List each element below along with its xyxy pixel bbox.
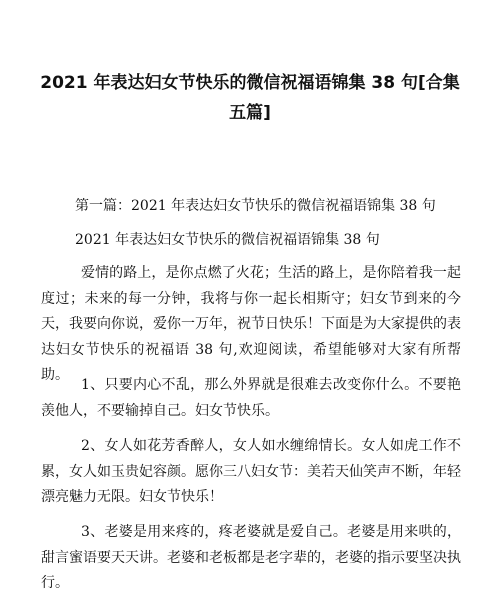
paragraph-item-3: 3、老婆是用来疼的，疼老婆就是爱自己。老婆是用来哄的，甜言蜜语要天天讲。老婆和老板都是老字辈的，老婆的指示要坚决执行。 [41,524,461,591]
document-title: 2021 年表达妇女节快乐的微信祝福语锦集 38 句[合集五篇] [40,73,460,123]
paragraph-intro: 爱情的路上，是你点燃了火花；生活的路上，是你陪着我一起度过；未来的每一分钟，我将与你一起长相斯守；妇女节到来的今天，我要向你说，爱你一万年，祝节日快乐！下面是为大家提供的表达妇女节快乐的祝福语 38 句,欢迎阅读，希望能够对大家有所帮助。 [41,265,461,383]
sub-heading: 2021 年表达妇女节快乐的微信祝福语锦集 38 句 [75,232,380,248]
paragraph-item-1: 1、只要内心不乱，那么外界就是很难去改变你什么。不要艳羡他人，不要输掉自己。妇女节快乐。 [41,377,461,419]
paragraph-item-2: 2、女人如花芳香醉人，女人如水缠绵情长。女人如虎工作不累，女人如玉贵妃容颜。愿你三八妇女节：美若天仙笑声不断，年轻漂亮魅力无限。妇女节快乐！ [41,438,461,505]
section-heading: 第一篇：2021 年表达妇女节快乐的微信祝福语锦集 38 句 [75,198,436,214]
